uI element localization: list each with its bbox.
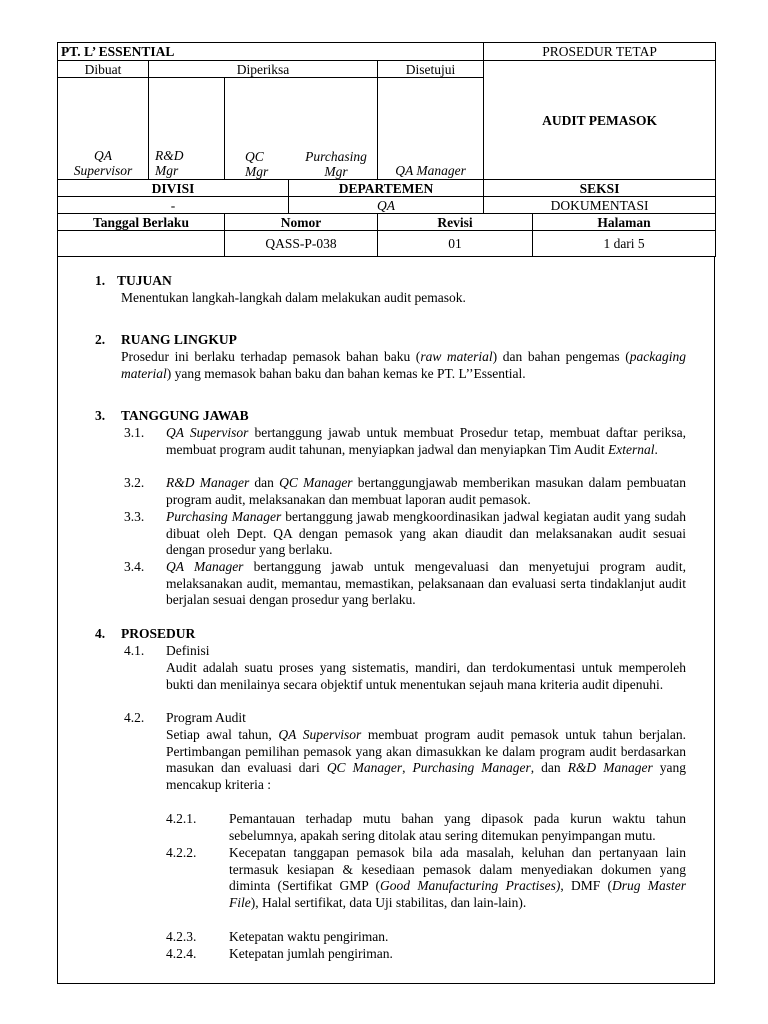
item-4-1-title: Definisi <box>166 643 210 658</box>
section-2-number: 2. <box>95 332 106 347</box>
item-4-2-text: Setiap awal tahun, QA Supervisor membuat program audit pemasok untuk tahun berjalan. Pertimbangan pemilihan pemasok yang akan dimasukkan ke dalam program audit berdasarkan masukan dan evaluasi dari QC Manager, Purchasing Manager, dan R&D Manager yang mencakup kriteria : <box>166 727 687 792</box>
item-4-2-2-text: Kecepatan tanggapan pemasok bila ada masalah, keluhan dan pertanyaan lain termasuk kesiapan & kesediaan pemasok dalam menyediakan dokumen yang diminta (Sertifikat GMP (Good Manufacturing Practises), DMF (Drug Master File), Halal sertifikat, data Uji stabilitas, dan lain-lain). <box>229 845 687 910</box>
section-1-number: 1. <box>95 273 106 288</box>
document-title: AUDIT PEMASOK <box>484 61 716 180</box>
diperiksa-label: Diperiksa <box>149 61 378 78</box>
item-3-3-number: 3.3. <box>124 509 145 524</box>
seksi-header: SEKSI <box>484 180 716 197</box>
halaman-value: 1 dari 5 <box>533 231 716 257</box>
section-1-title: TUJUAN <box>117 273 172 288</box>
section-3-title: TANGGUNG JAWAB <box>121 408 249 423</box>
company-name: PT. L’ ESSENTIAL <box>58 43 484 61</box>
halaman-header: Halaman <box>533 214 716 231</box>
item-4-1-number: 4.1. <box>124 643 145 658</box>
item-3-1-number: 3.1. <box>124 425 145 440</box>
nomor-header: Nomor <box>225 214 378 231</box>
item-4-2-number: 4.2. <box>124 710 145 725</box>
tanggal-berlaku-value <box>58 231 225 257</box>
section-4-title: PROSEDUR <box>121 626 196 641</box>
section-1-text: Menentukan langkah-langkah dalam melakukan audit pemasok. <box>121 290 466 305</box>
tanggal-berlaku-header: Tanggal Berlaku <box>58 214 225 231</box>
signature-qa-supervisor: QA Supervisor <box>58 78 149 180</box>
seksi-value: DOKUMENTASI <box>484 197 716 214</box>
nomor-value: QASS-P-038 <box>225 231 378 257</box>
item-3-2-number: 3.2. <box>124 475 145 490</box>
item-4-2-2-number: 4.2.2. <box>166 845 197 860</box>
document-header-table <box>57 42 716 257</box>
section-4-number: 4. <box>95 626 106 641</box>
item-4-2-1-number: 4.2.1. <box>166 811 197 826</box>
departemen-value: QA <box>289 197 484 214</box>
signature-purchasing-mgr: Purchasing Mgr <box>305 149 367 179</box>
item-3-3-text: Purchasing Manager bertanggung jawab mengkoordinasikan jadwal kegiatan audit yang sudah dibuat oleh Dept. QA dengan pemasok yang akan diaudit dan melaksanakan audit sesuai dengan prosedur yang berlaku. <box>166 509 686 557</box>
revisi-value: 01 <box>378 231 533 257</box>
section-2-text: Prosedur ini berlaku terhadap pemasok bahan baku (raw material) dan bahan pengemas (packaging material) yang memasok bahan baku dan bahan kemas ke PT. L’’Essential. <box>121 349 686 381</box>
section-3-number: 3. <box>95 408 106 423</box>
item-3-4-number: 3.4. <box>124 559 145 574</box>
section-2-title: RUANG LINGKUP <box>121 332 237 347</box>
item-3-2-text: R&D Manager dan QC Manager bertanggungjawab memberikan masukan dalam pembuatan program audit, melaksanakan dan membuat laporan audit pemasok. <box>166 475 686 507</box>
dibuat-label: Dibuat <box>58 61 149 78</box>
document-type: PROSEDUR TETAP <box>484 43 716 61</box>
divisi-value: - <box>58 197 289 214</box>
item-3-4-text: QA Manager bertanggung jawab untuk mengevaluasi dan menyetujui program audit, melaksanakan audit, memantau, memastikan, pelaksanaan dan evaluasi serta tindaklanjut audit berjalan sesuai dengan prosedur yang berlaku. <box>166 559 686 607</box>
item-4-2-4-number: 4.2.4. <box>166 946 197 961</box>
item-4-2-3-number: 4.2.3. <box>166 929 197 944</box>
revisi-header: Revisi <box>378 214 533 231</box>
item-4-2-title: Program Audit <box>166 710 246 725</box>
disetujui-label: Disetujui <box>378 61 484 78</box>
signature-qc-mgr: QC Mgr <box>245 149 269 179</box>
item-4-2-1-text: Pemantauan terhadap mutu bahan yang dipasok pada kurun waktu tahun sebelumnya, apakah sering ditolak atau sering ditemukan penyimpangan mutu. <box>229 811 686 843</box>
item-3-1-text: QA Supervisor bertanggung jawab untuk membuat Prosedur tetap, membuat daftar periksa, membuat program audit tahunan, menyiapkan jadwal dan menyiapkan Tim Audit External. <box>166 425 686 457</box>
divisi-header: DIVISI <box>58 180 289 197</box>
item-4-2-4-text: Ketepatan jumlah pengiriman. <box>229 946 393 961</box>
item-4-2-3-text: Ketepatan waktu pengiriman. <box>229 929 389 944</box>
signature-qc-purchasing <box>225 78 378 180</box>
item-4-1-text: Audit adalah suatu proses yang sistematis, mandiri, dan terdokumentasi untuk memperoleh bukti dan menilainya secara objektif untuk menentukan sejauh mana kriteria audit dipenuhi. <box>166 660 686 692</box>
signature-rnd-mgr: R&D Mgr <box>149 78 225 180</box>
signature-qa-manager: QA Manager <box>378 78 484 180</box>
departemen-header: DEPARTEMEN <box>289 180 484 197</box>
